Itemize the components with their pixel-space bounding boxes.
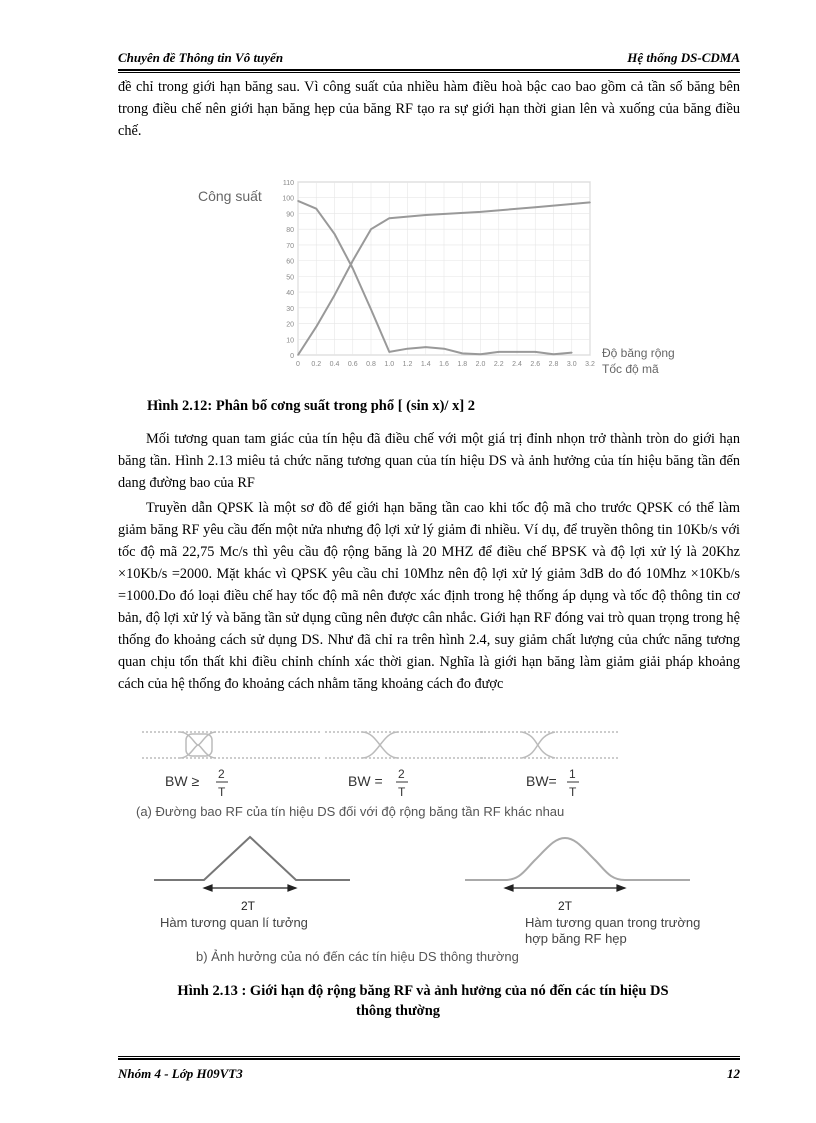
narrowband-label-2: hợp băng RF hẹp [525, 931, 627, 946]
chart-y-label: Công suất [198, 188, 262, 204]
envelope-wide [142, 732, 320, 758]
ideal-correlation-triangle [154, 837, 350, 880]
bw-num-2: 2 [398, 767, 405, 781]
x-tick-label: 1.0 [384, 361, 395, 368]
spectrum-point [352, 268, 354, 270]
envelope-narrow [480, 732, 620, 758]
cumulative-point [480, 211, 482, 213]
bw-den-1: T [218, 785, 226, 799]
header-rule [118, 69, 740, 71]
span-label-right: 2T [558, 899, 573, 913]
x-tick-label: 0.8 [366, 361, 376, 368]
span-label-left: 2T [241, 899, 256, 913]
page-number: 12 [727, 1066, 740, 1081]
bw-label-1: BW ≥ [165, 773, 200, 789]
y-tick-label: 40 [286, 290, 294, 298]
x-tick-label: 1.2 [402, 361, 413, 368]
paragraph-2: Mối tương quan tam giác của tín hệu đã điều chế với một giá trị đỉnh nhọn trở thành tròn do giới hạn băng tần. Hình 2.13 miêu tả chức năng tương quan của tín hiệu DS và ảnh hưởng của tín hiệu băng tần đến dang đường bao của RF [118, 431, 740, 491]
figure-2-12-chart [190, 170, 710, 385]
x-tick-label: 2.6 [530, 361, 541, 368]
spectrum-point [297, 200, 299, 202]
bw-den-3: T [569, 785, 577, 799]
ideal-label: Hàm tương quan lí tưởng [160, 915, 308, 930]
cumulative-point [534, 206, 536, 208]
x-tick-label: 2.0 [475, 361, 486, 368]
chart-x-label-2: Tốc độ mã [602, 362, 659, 376]
spectrum-point [553, 353, 555, 355]
x-tick-label: 2.8 [548, 361, 559, 368]
header-left: Chuyên đề Thông tin Vô tuyến [118, 50, 284, 65]
spectrum-point [388, 351, 390, 353]
span-arrow-left [204, 885, 296, 891]
header-rule-thin [118, 72, 740, 73]
footer-rule-thin [118, 1056, 740, 1057]
bw-num-3: 1 [569, 767, 576, 781]
spectrum-point [571, 352, 573, 354]
spectrum-point [534, 351, 536, 353]
x-tick-label: 3.0 [566, 361, 577, 368]
part-a-text: (a) Đường bao RF của tín hiệu DS đối với độ rộng băng tần RF khác nhau [136, 804, 565, 819]
cumulative-point [315, 326, 317, 328]
x-tick-label: 0.6 [347, 361, 358, 368]
figure-2-13-caption [0, 983, 816, 1020]
spectrum-point [407, 348, 409, 350]
x-tick-label: 0.2 [311, 361, 322, 368]
y-tick-label: 70 [286, 242, 294, 250]
paragraph-3: Truyền dẫn QPSK là một sơ đồ để giới hạn băng tần cao khi tốc độ mã cho trước QPSK có thể làm giảm băng RF yêu cầu đến một nửa nhưng độ lợi xử lý giảm đi nhiều. Ví dụ, để truyền thông tin 10Kb/s với tốc độ mã 22,75 Mc/s thì yêu cầu độ rộng băng là 20 MHZ để điều chế BPSK và độ lợi xử lý là 20Khz ×10Kb/s =2000. Mặt khác vì QPSK yêu cầu chỉ 10Mhz nên độ lợi xử lý giảm 3dB do đó 10Mhz ×10Kb/s =1000.Do đó loại điều chế hay tốc độ mã nên được xác định trong hệ thống áp dụng và tốc độ thông tin cơ bản, độ lợi xử lý và băng tần sử dụng cũng nên được cân nhắc. Giới hạn RF đóng vai trò quan trọng trong hệ thống đo khoảng cách sử dụng DS. Như đã chỉ ra trên hình 2.4, suy giảm chất lượng của chức năng tương quan chịu tổn thất khi điều chỉnh chính xác thời gian. Nghĩa là giới hạn băng làm giảm giải pháp khoảng cách của hệ thống đo khoảng cách nhằm tăng khoảng cách đo được [118, 500, 740, 692]
x-tick-label: 3.2 [585, 361, 595, 368]
spectrum-point [480, 353, 482, 355]
y-tick-label: 0 [290, 353, 294, 360]
figure-2-13 [130, 720, 740, 970]
y-tick-label: 100 [282, 195, 294, 203]
body-paragraphs [118, 428, 740, 695]
y-tick-label: 80 [286, 227, 294, 235]
x-tick-label: 1.8 [457, 361, 468, 368]
narrowband-correlation-curve [465, 838, 690, 880]
spectrum-point [516, 351, 518, 353]
x-tick-label: 1.4 [420, 361, 431, 368]
span-arrow-right [505, 885, 625, 891]
part-b-text: b) Ảnh hưởng của nó đến các tín hiệu DS thông thường [196, 949, 519, 964]
cumulative-point [297, 354, 299, 356]
spectrum-point [370, 309, 372, 311]
cumulative-point [425, 214, 427, 216]
x-tick-label: 0 [296, 361, 300, 368]
page-header [118, 50, 740, 68]
chart-x-label-1: Độ băng rộng [602, 346, 675, 360]
x-tick-label: 0.4 [329, 361, 340, 368]
x-tick-label: 2.4 [512, 361, 522, 368]
plot-area [282, 180, 595, 368]
footer-left: Nhóm 4 - Lớp H09VT3 [118, 1066, 243, 1081]
figure-2-13-caption-line-2: thông thường [355, 1003, 441, 1019]
spectrum-point [315, 208, 317, 210]
series-spectrum-line [298, 201, 572, 354]
figure-2-13-caption-line-1: Hình 2.13 : Giới hạn độ rộng băng RF và ảnh hưởng của nó đến các tín hiệu DS [177, 983, 669, 999]
x-tick-label: 2.2 [493, 361, 504, 368]
cumulative-point [334, 294, 336, 296]
cumulative-point [352, 260, 354, 262]
spectrum-point [425, 346, 427, 348]
y-tick-label: 60 [286, 258, 294, 266]
spectrum-point [334, 233, 336, 235]
y-tick-label: 10 [286, 337, 294, 345]
y-tick-label: 50 [286, 274, 294, 282]
bw-label-3: BW= [526, 773, 557, 789]
y-tick-label: 20 [286, 321, 294, 329]
y-tick-label: 30 [286, 305, 294, 313]
narrowband-label-1: Hàm tương quan trong trường [525, 915, 701, 930]
bw-label-2: BW = [348, 773, 383, 789]
intro-paragraph: đề chỉ trong giới hạn băng sau. Vì công suất của nhiều hàm điều hoà bậc cao bao gồm cả tần số băng bên trong điều chế nên giới hạn băng hẹp của băng RF tạo ra sự giới hạn thời gian lên và xuống của băng điều chế. [118, 79, 740, 139]
bw-den-2: T [398, 785, 406, 799]
footer-rule [118, 1058, 740, 1060]
y-tick-label: 90 [286, 211, 294, 219]
cumulative-point [589, 202, 591, 204]
y-tick-label: 110 [282, 180, 294, 187]
bw-num-1: 2 [218, 767, 225, 781]
figure-2-12-caption: Hình 2.12: Phân bố cơng suất trong phổ [ (sin x)/ x] 2 [147, 398, 476, 414]
spectrum-point [443, 348, 445, 350]
header-right: Hệ thống DS-CDMA [627, 50, 740, 65]
x-tick-label: 1.6 [439, 361, 449, 368]
spectrum-point [461, 353, 463, 355]
cumulative-point [388, 217, 390, 219]
cumulative-point [370, 228, 372, 230]
spectrum-point [498, 351, 500, 353]
envelope-medium [325, 732, 485, 758]
